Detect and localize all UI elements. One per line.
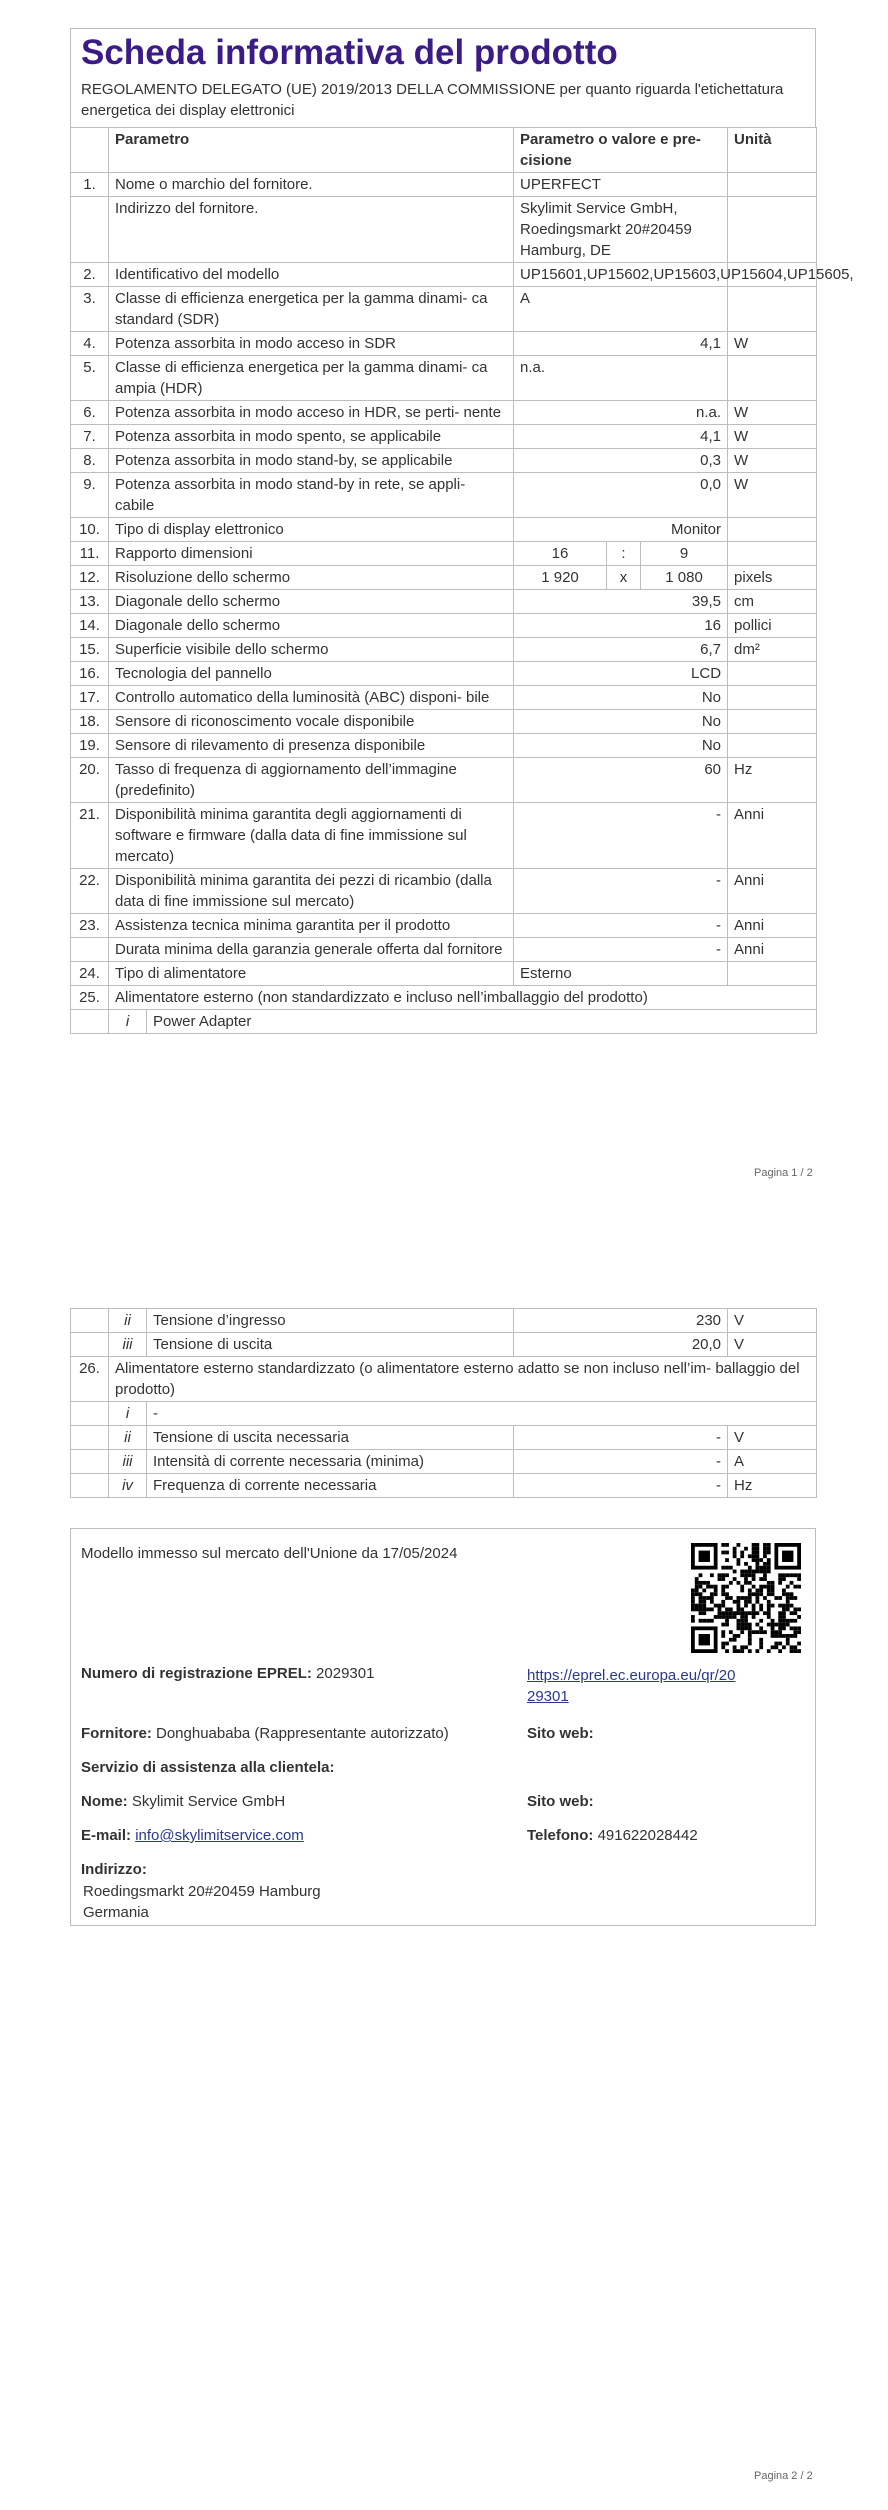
row-number: 19. [71, 734, 109, 758]
row-parameter: Frequenza di corrente necessaria [147, 1474, 514, 1498]
row-parameter: Sensore di riconoscimento vocale disponibile [109, 710, 514, 734]
service-website-row [527, 1793, 594, 1810]
table-row [71, 1474, 817, 1498]
row-value-separator: : [607, 542, 641, 566]
row-unit: A [728, 1450, 817, 1474]
row-value: 20,0 [514, 1333, 728, 1357]
row-parameter: Sensore di rilevamento di presenza disponibile [109, 734, 514, 758]
table-row [71, 542, 817, 566]
table-row [71, 287, 817, 332]
row-number: 8. [71, 449, 109, 473]
row-unit [728, 173, 817, 197]
row-parameter: Intensità di corrente necessaria (minima) [147, 1450, 514, 1474]
row-number: 9. [71, 473, 109, 518]
service-label: Servizio di assistenza alla clientela: [81, 1759, 335, 1776]
row-parameter: Potenza assorbita in modo stand-by, se applicabile [109, 449, 514, 473]
supplier-label: Fornitore: [81, 1725, 152, 1742]
row-value: - [514, 1426, 728, 1450]
row-parameter: - [147, 1402, 817, 1426]
page-number-1: Pagina 1 / 2 [754, 1167, 813, 1179]
row-value-b: 1 080 [641, 566, 728, 590]
row-value: - [514, 1474, 728, 1498]
row-number: 6. [71, 401, 109, 425]
row-parameter: Potenza assorbita in modo acceso in HDR, se perti- nente [109, 401, 514, 425]
table-row [71, 1010, 817, 1034]
website2-label: Sito web: [527, 1793, 594, 1810]
row-parameter: Classe di efficienza energetica per la gamma dinami- ca ampia (HDR) [109, 356, 514, 401]
eprel-link-line2[interactable]: 29301 [527, 1688, 569, 1705]
row-unit: W [728, 401, 817, 425]
row-value: No [514, 734, 728, 758]
row-value-a: 1 920 [514, 566, 607, 590]
row-parameter: Superficie visibile dello schermo [109, 638, 514, 662]
table-row [71, 590, 817, 614]
row-number: 20. [71, 758, 109, 803]
row-number: 11. [71, 542, 109, 566]
row-value: - [514, 914, 728, 938]
website-row [527, 1725, 594, 1742]
eprel-value: 2029301 [316, 1665, 375, 1682]
table-row [71, 1402, 817, 1426]
row-unit: V [728, 1309, 817, 1333]
row-unit [728, 962, 817, 986]
name-value: Skylimit Service GmbH [131, 1793, 286, 1810]
row-unit: V [728, 1333, 817, 1357]
row-value: Esterno [514, 962, 728, 986]
row-number [71, 1333, 109, 1357]
row-unit: Anni [728, 803, 817, 869]
service-heading [81, 1759, 334, 1776]
row-parameter: Diagonale dello schermo [109, 614, 514, 638]
table-header-row [71, 128, 817, 173]
table-row [71, 734, 817, 758]
spec-table-continued [70, 1308, 817, 1498]
phone-row [527, 1827, 698, 1844]
row-value: A [514, 287, 728, 332]
row-parameter: Classe di efficienza energetica per la gamma dinami- ca standard (SDR) [109, 287, 514, 332]
supplier-value: Donghuababa (Rappresentante autorizzato) [156, 1725, 449, 1742]
spec-rows-26 [71, 1426, 817, 1498]
page-1 [70, 28, 854, 1034]
row-value: LCD [514, 662, 728, 686]
row-parameter: Identificativo del modello [109, 263, 514, 287]
row-parameter: Tasso di frequenza di aggiornamento dell’immagine (predefinito) [109, 758, 514, 803]
row-value: - [514, 1450, 728, 1474]
row-unit [728, 542, 817, 566]
info-box [70, 1528, 816, 1926]
row-value: - [514, 869, 728, 914]
row-value: - [514, 938, 728, 962]
row-number: 22. [71, 869, 109, 914]
name-label: Nome: [81, 1793, 128, 1810]
row-value-separator: x [607, 566, 641, 590]
table-row [71, 173, 817, 197]
row-unit [728, 518, 817, 542]
row-parameter: Tensione di uscita necessaria [147, 1426, 514, 1450]
row-number: 14. [71, 614, 109, 638]
email-link[interactable]: info@skylimitservice.com [135, 1827, 304, 1844]
table-row [71, 758, 817, 803]
row-number: 18. [71, 710, 109, 734]
address-lines [83, 1881, 321, 1923]
row-parameter: Durata minima della garanzia generale offerta dal fornitore [109, 938, 514, 962]
row-parameter: Power Adapter [147, 1010, 817, 1034]
page-title: Scheda informativa del prodotto [81, 33, 618, 72]
address-line1: Roedingsmarkt 20#20459 Hamburg [83, 1883, 321, 1900]
row-parameter: Tipo di alimentatore [109, 962, 514, 986]
row-unit: W [728, 425, 817, 449]
row-parameter: Tipo di display elettronico [109, 518, 514, 542]
row-value: 39,5 [514, 590, 728, 614]
row-unit: W [728, 473, 817, 518]
table-row [71, 473, 817, 518]
row-number: 16. [71, 662, 109, 686]
row-value: n.a. [514, 401, 728, 425]
row-number: 23. [71, 914, 109, 938]
table-row [71, 962, 817, 986]
table-row [71, 425, 817, 449]
row-parameter: Nome o marchio del fornitore. [109, 173, 514, 197]
market-date: Modello immesso sul mercato dell'Unione da 17/05/2024 [81, 1545, 458, 1562]
row-value: 0,3 [514, 449, 728, 473]
row-unit: W [728, 332, 817, 356]
row-value-a: 16 [514, 542, 607, 566]
row-value: Skylimit Service GmbH, Roedingsmarkt 20#20459 Hamburg, DE [514, 197, 728, 263]
row-unit: pollici [728, 614, 817, 638]
column-header-unit: Unità [728, 128, 817, 173]
row-value-b: 9 [641, 542, 728, 566]
row-parameter: Disponibilità minima garantita degli aggiornamenti di software e firmware (dalla data di fine immissione sul mercato) [109, 803, 514, 869]
row-subnumber: iv [109, 1474, 147, 1498]
row-number [71, 197, 109, 263]
supplier-row [81, 1725, 449, 1742]
row-subnumber: iii [109, 1333, 147, 1357]
row-unit: Hz [728, 758, 817, 803]
row-subnumber: ii [109, 1426, 147, 1450]
row-number [71, 1309, 109, 1333]
row-number [71, 1450, 109, 1474]
row-value: 4,1 [514, 425, 728, 449]
row-parameter: Potenza assorbita in modo acceso in SDR [109, 332, 514, 356]
row-value: UPERFECT [514, 173, 728, 197]
row-number [71, 1474, 109, 1498]
email-label: E-mail: [81, 1827, 132, 1844]
table-row [71, 914, 817, 938]
page-number-2: Pagina 2 / 2 [754, 2470, 813, 2482]
spec-rows-continued [71, 1309, 817, 1357]
row-parameter: Disponibilità minima garantita dei pezzi di ricambio (dalla data di fine immissione sul mercato) [109, 869, 514, 914]
table-row [71, 986, 817, 1010]
row-unit [728, 686, 817, 710]
qr-code-icon[interactable] [691, 1543, 801, 1653]
column-header-param: Parametro [109, 128, 514, 173]
table-row [71, 710, 817, 734]
row-value: 0,0 [514, 473, 728, 518]
row-unit [728, 356, 817, 401]
row-parameter: Tensione di uscita [147, 1333, 514, 1357]
table-row [71, 662, 817, 686]
spec-table [70, 127, 854, 1034]
row-parameter: Risoluzione dello schermo [109, 566, 514, 590]
email-row [81, 1827, 304, 1844]
row-unit: Anni [728, 938, 817, 962]
table-row [71, 401, 817, 425]
eprel-link[interactable] [527, 1665, 735, 1707]
table-row [71, 449, 817, 473]
table-row [71, 332, 817, 356]
table-row [71, 1333, 817, 1357]
eprel-link-line1[interactable]: https://eprel.ec.europa.eu/qr/20 [527, 1667, 736, 1684]
table-row [71, 263, 817, 287]
row-number: 13. [71, 590, 109, 614]
row-parameter: Potenza assorbita in modo stand-by in rete, se appli- cabile [109, 473, 514, 518]
row-number: 3. [71, 287, 109, 332]
table-row [71, 1450, 817, 1474]
address-block [81, 1861, 147, 1878]
eprel-row [81, 1665, 374, 1682]
row-unit: Anni [728, 914, 817, 938]
row-value: 6,7 [514, 638, 728, 662]
service-name-row [81, 1793, 285, 1810]
row-number: 2. [71, 263, 109, 287]
table-row [71, 803, 817, 869]
row-unit [728, 197, 817, 263]
row-parameter: Controllo automatico della luminosità (ABC) disponi- bile [109, 686, 514, 710]
row-number: 24. [71, 962, 109, 986]
page-2 [70, 1308, 816, 1498]
row-number: 10. [71, 518, 109, 542]
row-number: 1. [71, 173, 109, 197]
row-value: No [514, 686, 728, 710]
row-parameter: Assistenza tecnica minima garantita per il prodotto [109, 914, 514, 938]
phone-value: 491622028442 [597, 1827, 698, 1844]
row-unit [728, 287, 817, 332]
spec-rows [71, 173, 854, 986]
row-unit: dm² [728, 638, 817, 662]
row-value: 230 [514, 1309, 728, 1333]
address-line2: Germania [83, 1904, 149, 1921]
website-label: Sito web: [527, 1725, 594, 1742]
row-parameter: Diagonale dello schermo [109, 590, 514, 614]
table-row [71, 869, 817, 914]
row-number [71, 938, 109, 962]
phone-label: Telefono: [527, 1827, 594, 1844]
table-row [71, 614, 817, 638]
row-parameter: Tecnologia del pannello [109, 662, 514, 686]
row-number: 21. [71, 803, 109, 869]
row-unit: Hz [728, 1474, 817, 1498]
row-number: 5. [71, 356, 109, 401]
row-parameter: Indirizzo del fornitore. [109, 197, 514, 263]
row-value: Monitor [514, 518, 728, 542]
row-unit: V [728, 1426, 817, 1450]
table-row [71, 938, 817, 962]
row-parameter: Rapporto dimensioni [109, 542, 514, 566]
address-label: Indirizzo: [81, 1861, 147, 1878]
regulation-subtitle: REGOLAMENTO DELEGATO (UE) 2019/2013 DELLA COMMISSIONE per quanto riguarda l'etichettatura energetica dei display elettronici [81, 81, 784, 119]
row-value: 16 [514, 614, 728, 638]
table-row [71, 638, 817, 662]
row-unit [728, 662, 817, 686]
column-header-value: Parametro o valore e pre- cisione [514, 128, 728, 173]
table-row [71, 197, 817, 263]
row-subnumber: i [109, 1010, 147, 1034]
row-unit: pixels [728, 566, 817, 590]
row-parameter: Tensione d’ingresso [147, 1309, 514, 1333]
row-subnumber: i [109, 1402, 147, 1426]
row-unit [728, 734, 817, 758]
row-parameter: Potenza assorbita in modo spento, se applicabile [109, 425, 514, 449]
table-row [71, 686, 817, 710]
row-value: UP15601,UP15602,UP15603,UP15604,UP15605, [514, 263, 728, 287]
row-number: 4. [71, 332, 109, 356]
table-row [71, 518, 817, 542]
table-row [71, 356, 817, 401]
row-number: 26. [71, 1357, 109, 1402]
row-parameter: Alimentatore esterno (non standardizzato e incluso nell’imballaggio del prodotto) [109, 986, 817, 1010]
row-unit: Anni [728, 869, 817, 914]
row-number: 15. [71, 638, 109, 662]
row-value: No [514, 710, 728, 734]
row-value: - [514, 803, 728, 869]
table-row [71, 1357, 817, 1402]
row-value: n.a. [514, 356, 728, 401]
row-number: 25. [71, 986, 109, 1010]
row-value: 60 [514, 758, 728, 803]
row-number: 12. [71, 566, 109, 590]
row-value: 4,1 [514, 332, 728, 356]
table-row [71, 566, 817, 590]
row-unit [728, 710, 817, 734]
row-parameter: Alimentatore esterno standardizzato (o alimentatore esterno adatto se non incluso nell’im- ballaggio del prodotto) [109, 1357, 817, 1402]
row-subnumber: iii [109, 1450, 147, 1474]
row-number [71, 1426, 109, 1450]
row-number: 17. [71, 686, 109, 710]
table-row [71, 1426, 817, 1450]
row-subnumber: ii [109, 1309, 147, 1333]
table-row [71, 1309, 817, 1333]
row-unit: W [728, 449, 817, 473]
sheet-header [70, 28, 816, 127]
row-unit: cm [728, 590, 817, 614]
eprel-label: Numero di registrazione EPREL: [81, 1665, 312, 1682]
row-number: 7. [71, 425, 109, 449]
